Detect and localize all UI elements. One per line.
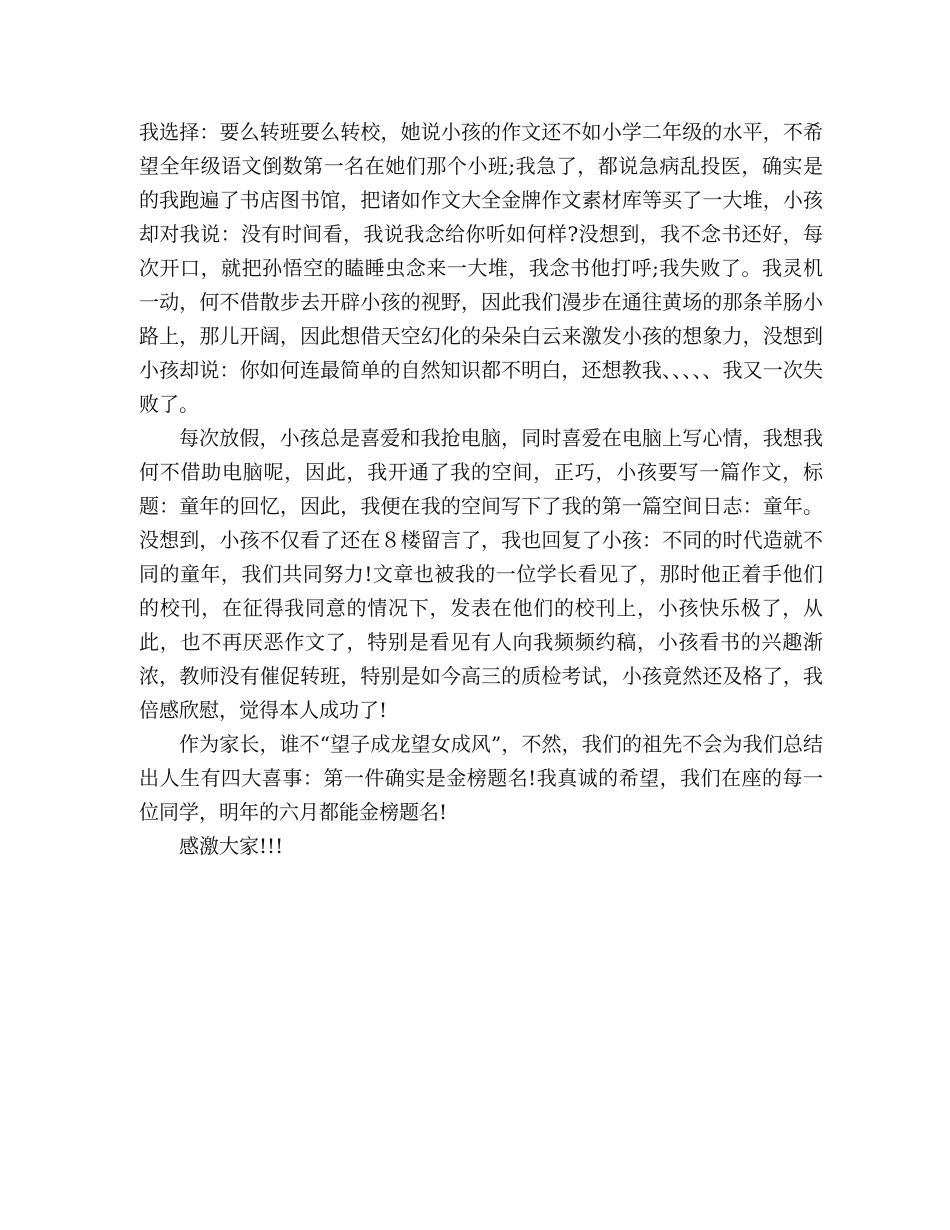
paragraph-2: 每次放假，小孩总是喜爱和我抢电脑，同时喜爱在电脑上写心情，我想我何不借助电脑呢，因此，我开通了我的空间，正巧，小孩要写一篇作文，标题：童年的回忆，因此，我便在我的空间写下了我的第一篇空间日志：童年。没想到，小孩不仅看了还在８楼留言了，我也回复了小孩：不同的时代造就不同的童年，我们共同努力!文章也被我的一位学长看见了，那时他正着手他们的校刊，在征得我同意的情况下，发表在他们的校刊上，小孩快乐极了，从此，也不再厌恶作文了，特别是看见有人向我频频约稿，小孩看书的兴趣渐浓，教师没有催促转班，特别是如今高三的质检考试，小孩竟然还及格了，我倍感欣慰，觉得本人成功了! [139, 426, 823, 722]
paragraph-3: 作为家长，谁不“望子成龙望女成风”，不然，我们的祖先不会为我们总结出人生有四大喜事：第一件确实是金榜题名!我真诚的希望，我们在座的每一位同学，明年的六月都能金榜题名! [139, 732, 823, 824]
document-page [139, 115, 823, 863]
paragraph-4: 感激大家!!! [179, 834, 284, 858]
paragraph-1: 我选择：要么转班要么转校，她说小孩的作文还不如小学二年级的水平，不希望全年级语文倒数第一名在她们那个小班;我急了，都说急病乱投医，确实是的我跑遍了书店图书馆，把诸如作文大全金牌作文素材库等买了一大堆，小孩却对我说：没有时间看，我说我念给你听如何样?没想到，我不念书还好，每次开口，就把孙悟空的瞌睡虫念来一大堆，我念书他打呼;我失败了。我灵机一动，何不借散步去开辟小孩的视野，因此我们漫步在通往黄场的那条羊肠小路上，那儿开阔，因此想借天空幻化的朵朵白云来激发小孩的想象力，没想到小孩却说：你如何连最简单的自然知识都不明白，还想教我、、、、、我又一次失败了。 [139, 120, 823, 416]
